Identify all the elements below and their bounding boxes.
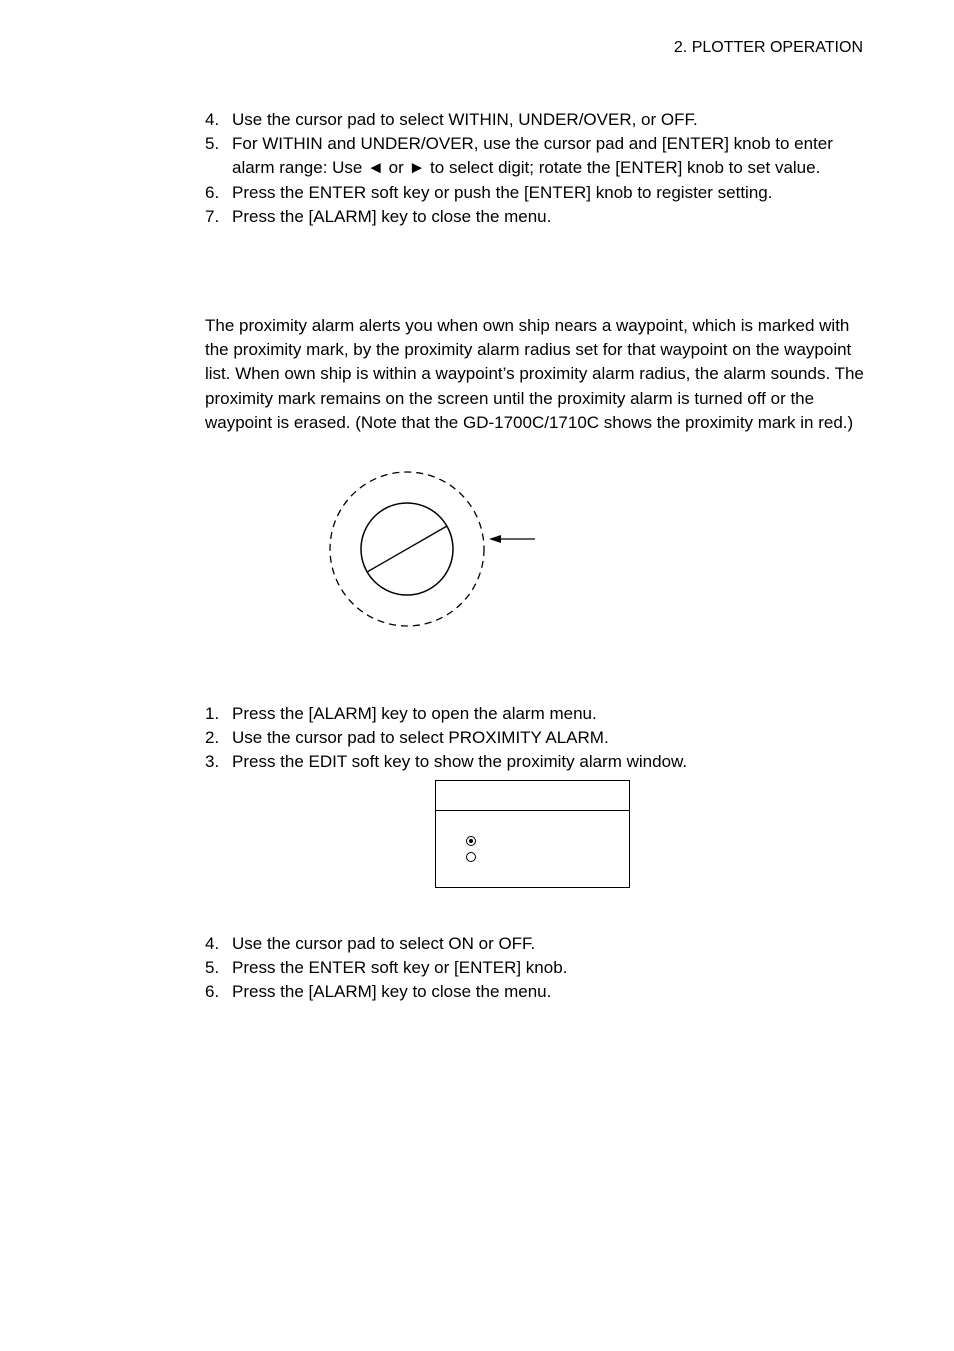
proximity-mark-figure (325, 468, 545, 633)
running-header: 2. PLOTTER OPERATION (673, 39, 863, 56)
list-item (205, 108, 870, 132)
list-item (205, 750, 870, 774)
step-number: 7. (205, 206, 220, 226)
step-number: 2. (205, 728, 220, 748)
list-item (205, 132, 870, 180)
list-item (205, 205, 870, 229)
step-number: 4. (205, 934, 220, 953)
list-item (205, 956, 870, 980)
step-text: Press the [ALARM] key to close the menu. (232, 206, 552, 226)
step-text: Use the cursor pad to select PROXIMITY ALARM. (232, 728, 609, 748)
step-text: Press the ENTER soft key or [ENTER] knob. (232, 958, 568, 978)
waypoint-slash (367, 526, 447, 572)
radio-on-icon[interactable] (466, 836, 476, 846)
window-title-bar (436, 781, 629, 811)
step-number: 1. (205, 704, 220, 723)
steps-list-c (205, 932, 870, 1005)
step-text: Press the [ALARM] key to open the alarm menu. (232, 704, 597, 723)
step-text: Press the ENTER soft key or push the [ENTER] knob to register setting. (232, 182, 773, 202)
step-number: 6. (205, 982, 220, 1002)
steps-list-b (205, 702, 870, 775)
proximity-alarm-description: The proximity alarm alerts you when own ship nears a waypoint, which is marked with the proximity mark, by the proximity alarm radius set for that waypoint on the waypoint list. When own ship is within a waypoint’s proximity alarm radius, the alarm sounds. The proximity mark remains on the screen until the proximity alarm is turned off or the waypoint is erased. (Note that the GD-1700C/1710C shows the proximity mark in red.) (205, 316, 864, 432)
list-item (205, 932, 870, 956)
step-number: 5. (205, 134, 220, 154)
step-number: 6. (205, 182, 220, 202)
list-item (205, 181, 870, 205)
step-number: 5. (205, 958, 220, 978)
step-text: Use the cursor pad to select WITHIN, UNDER/OVER, or OFF. (232, 110, 698, 129)
radio-off-icon[interactable] (466, 852, 476, 862)
steps-list-a (205, 108, 870, 229)
step-number: 4. (205, 110, 220, 129)
list-item (205, 702, 870, 726)
pointer-arrow-head (489, 535, 501, 543)
step-text: Press the [ALARM] key to close the menu. (232, 982, 552, 1002)
list-item (205, 980, 870, 1004)
step-text: Press the EDIT soft key to show the proximity alarm window. (232, 752, 688, 772)
step-text: For WITHIN and UNDER/OVER, use the cursor pad and [ENTER] knob to enter alarm range: Use ◄ or ► to select digit; rotate the [ENTER] knob to set value. (232, 134, 833, 178)
step-number: 3. (205, 752, 220, 772)
proximity-alarm-window (435, 780, 630, 888)
list-item (205, 726, 870, 750)
step-text: Use the cursor pad to select ON or OFF. (232, 934, 536, 953)
